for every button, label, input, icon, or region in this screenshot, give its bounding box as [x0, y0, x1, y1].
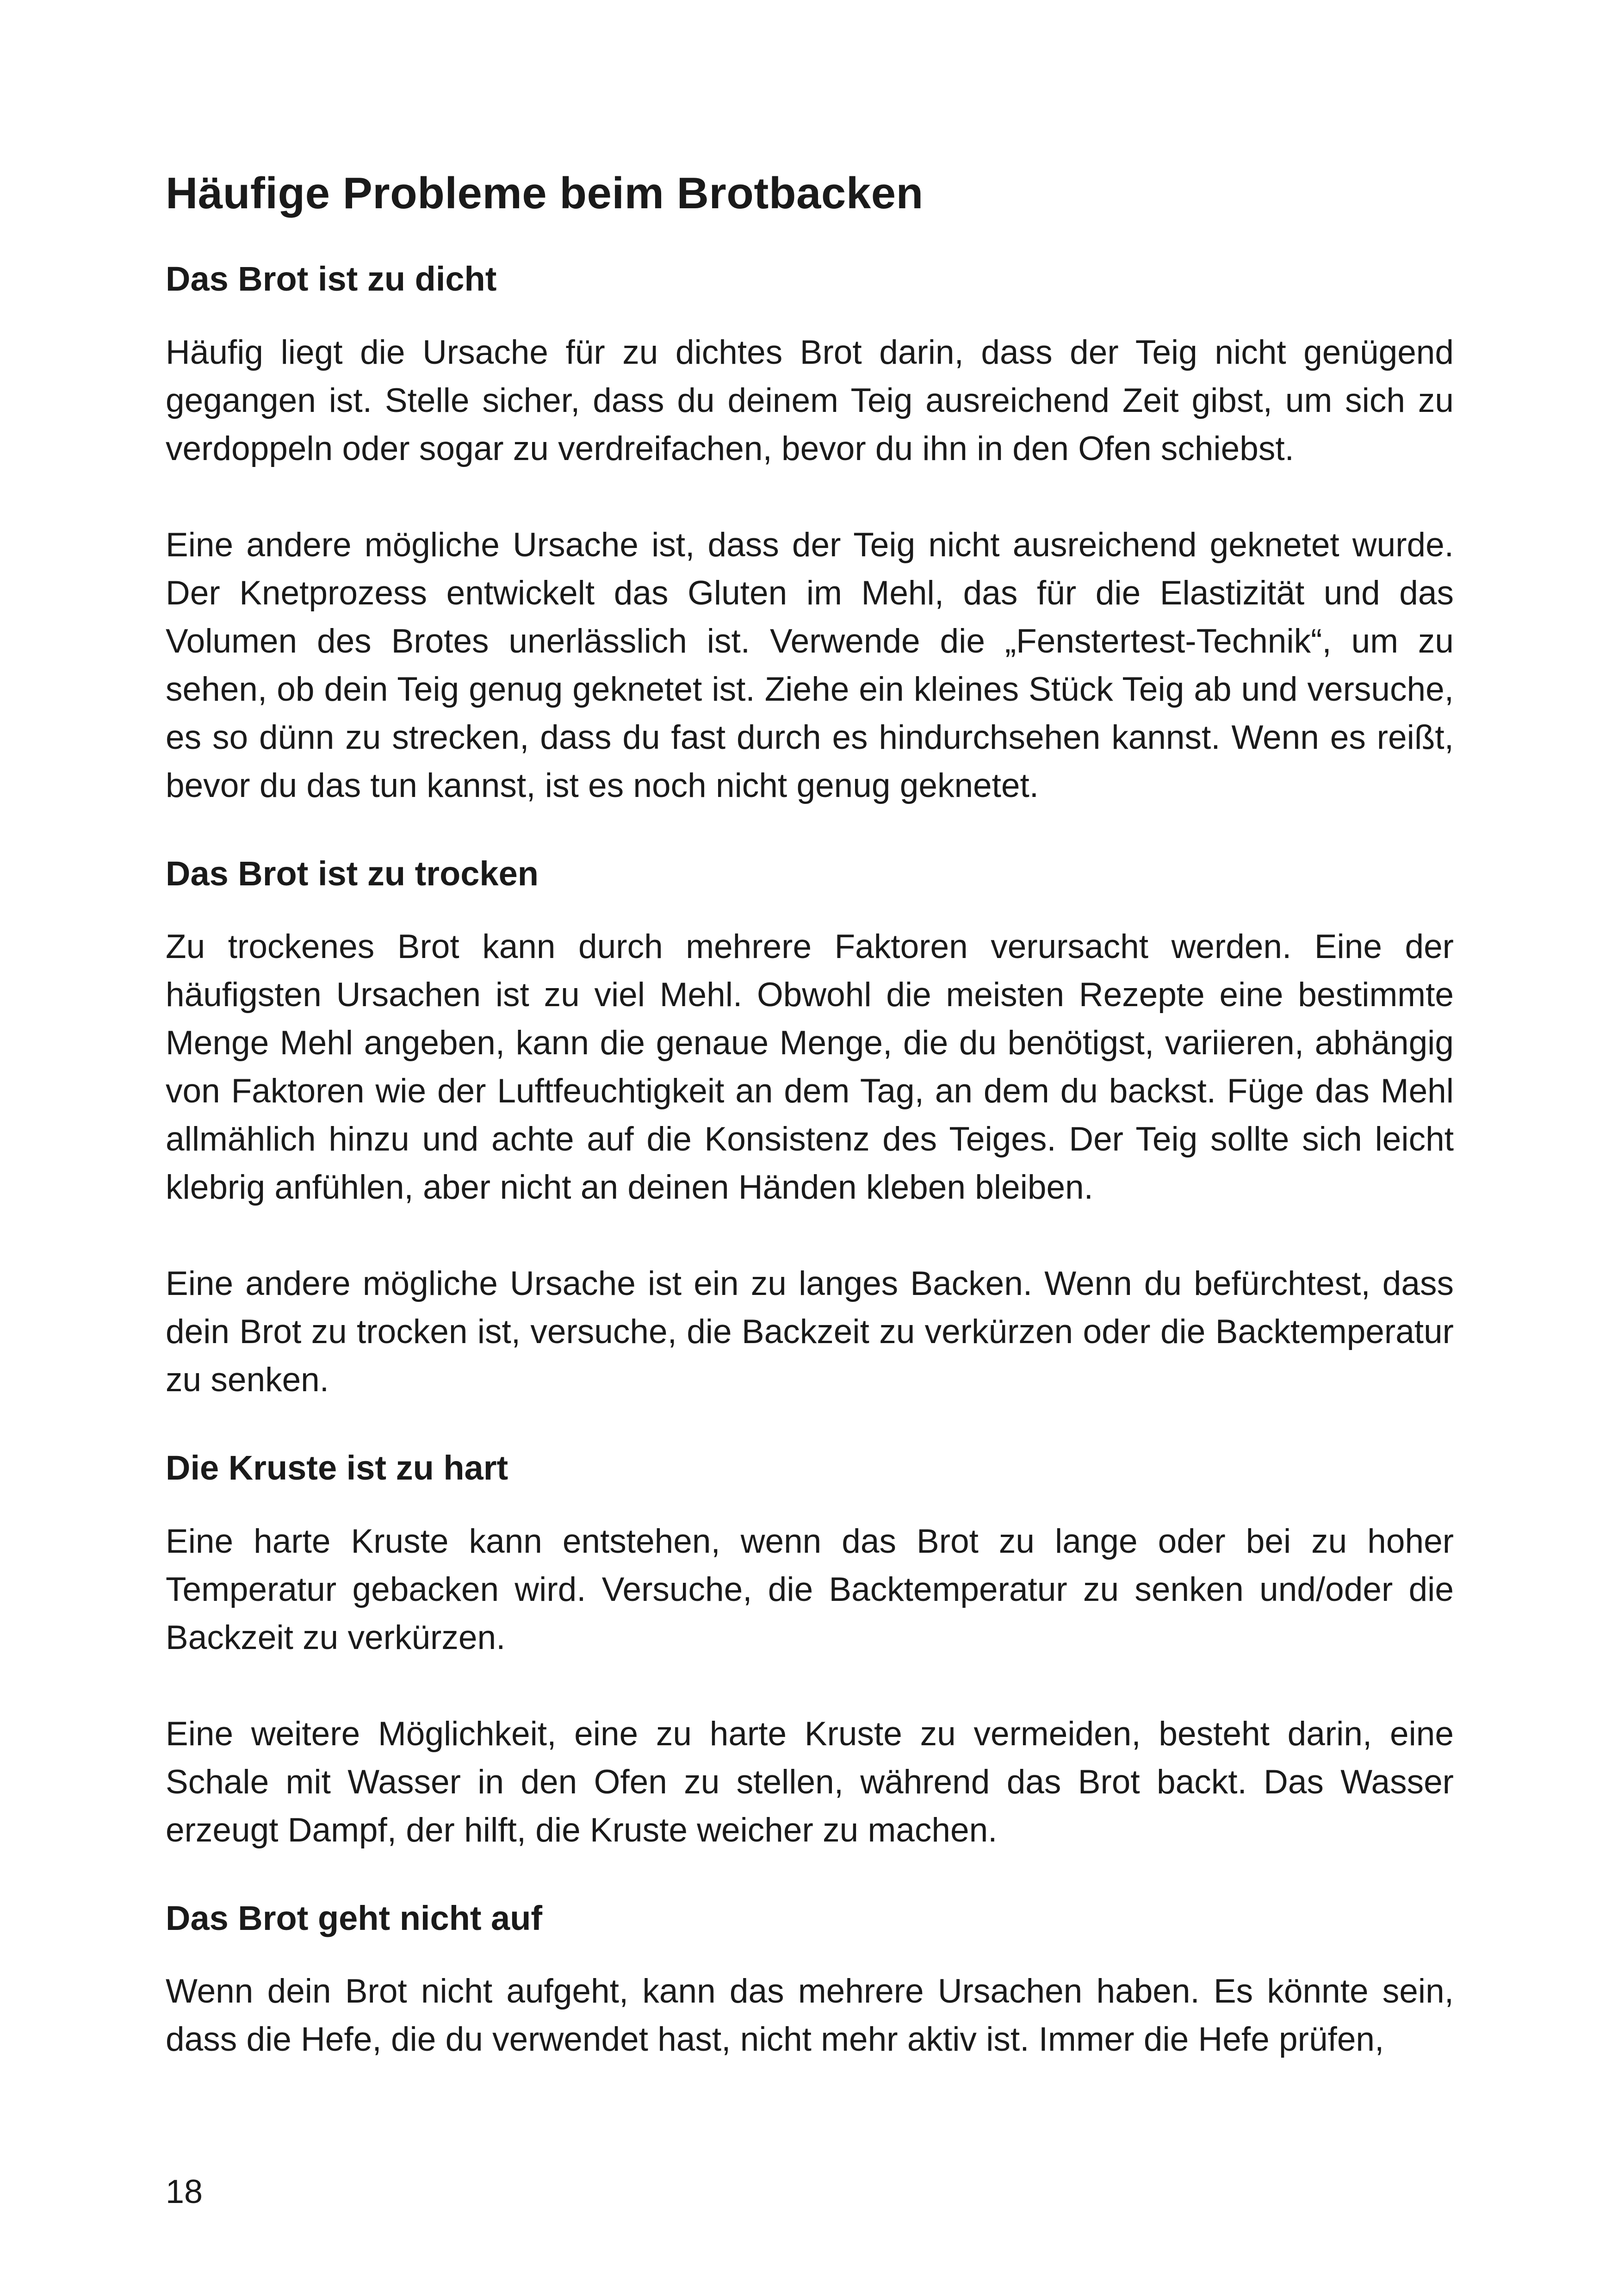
section-dry-bread: [166, 852, 1454, 1405]
paragraph: Eine harte Kruste kann entstehen, wenn das Brot zu lange oder bei zu hoher Temperatur gebacken wird. Versuche, die Backtemperatur zu senken und/oder die Backzeit zu verkürzen.: [166, 1522, 1454, 1656]
section-dense-bread: [166, 258, 1454, 810]
section-heading: Das Brot ist zu dicht: [166, 260, 497, 299]
section-heading: Das Brot geht nicht auf: [166, 1898, 543, 1937]
paragraph: Eine andere mögliche Ursache ist, dass der Teig nicht ausreichend geknetet wurde. Der Knetprozess entwickelt das Gluten im Mehl, das für die Elastizität und das Volumen des Brotes unerlässlich ist. Verwende die „Fenstertest-Technik“, um zu sehen, ob dein Teig genug geknetet ist. Ziehe ein kleines Stück Teig ab und versuche, es so dünn zu strecken, dass du fast durch es hindurchsehen kannst. Wenn es reißt, bevor du das tun kannst, ist es noch nicht genug geknetet.: [166, 526, 1454, 804]
section-heading: Die Kruste ist zu hart: [166, 1449, 508, 1487]
page-number: 18: [166, 2173, 203, 2210]
page-title: Häufige Probleme beim Brotbacken: [166, 168, 924, 218]
section-hard-crust: [166, 1447, 1454, 1854]
section-heading: Das Brot ist zu trocken: [166, 854, 539, 893]
section-bread-not-rising: [166, 1897, 1454, 2064]
paragraph: Wenn dein Brot nicht aufgeht, kann das mehrere Ursachen haben. Es könnte sein, dass die Hefe, die du verwendet hast, nicht mehr aktiv ist. Immer die Hefe prüfen,: [166, 1972, 1454, 2059]
paragraph: Eine weitere Möglichkeit, eine zu harte Kruste zu vermeiden, besteht darin, eine Schale mit Wasser in den Ofen zu stellen, während das Brot backt. Das Wasser erzeugt Dampf, der hilft, die Kruste weicher zu machen.: [166, 1715, 1454, 1849]
paragraph: Zu trockenes Brot kann durch mehrere Faktoren verursacht werden. Eine der häufigsten Ursachen ist zu viel Mehl. Obwohl die meisten Rezepte eine bestimmte Menge Mehl angeben, kann die genaue Menge, die du benötigst, variieren, abhängig von Faktoren wie der Luftfeuchtigkeit an dem Tag, an dem du backst. Füge das Mehl allmählich hinzu und achte auf die Konsistenz des Teiges. Der Teig sollte sich leicht klebrig anfühlen, aber nicht an deinen Händen kleben bleiben.: [166, 928, 1454, 1207]
paragraph: Häufig liegt die Ursache für zu dichtes Brot darin, dass der Teig nicht genügend gegangen ist. Stelle sicher, dass du deinem Teig ausreichend Zeit gibst, um sich zu verdoppeln oder sogar zu verdreifachen, bevor du ihn in den Ofen schiebst.: [166, 333, 1454, 467]
paragraph: Eine andere mögliche Ursache ist ein zu langes Backen. Wenn du befürchtest, dass dein Brot zu trocken ist, versuche, die Backzeit zu verkürzen oder die Backtemperatur zu senken.: [166, 1265, 1454, 1399]
page-content: [166, 167, 1454, 2112]
